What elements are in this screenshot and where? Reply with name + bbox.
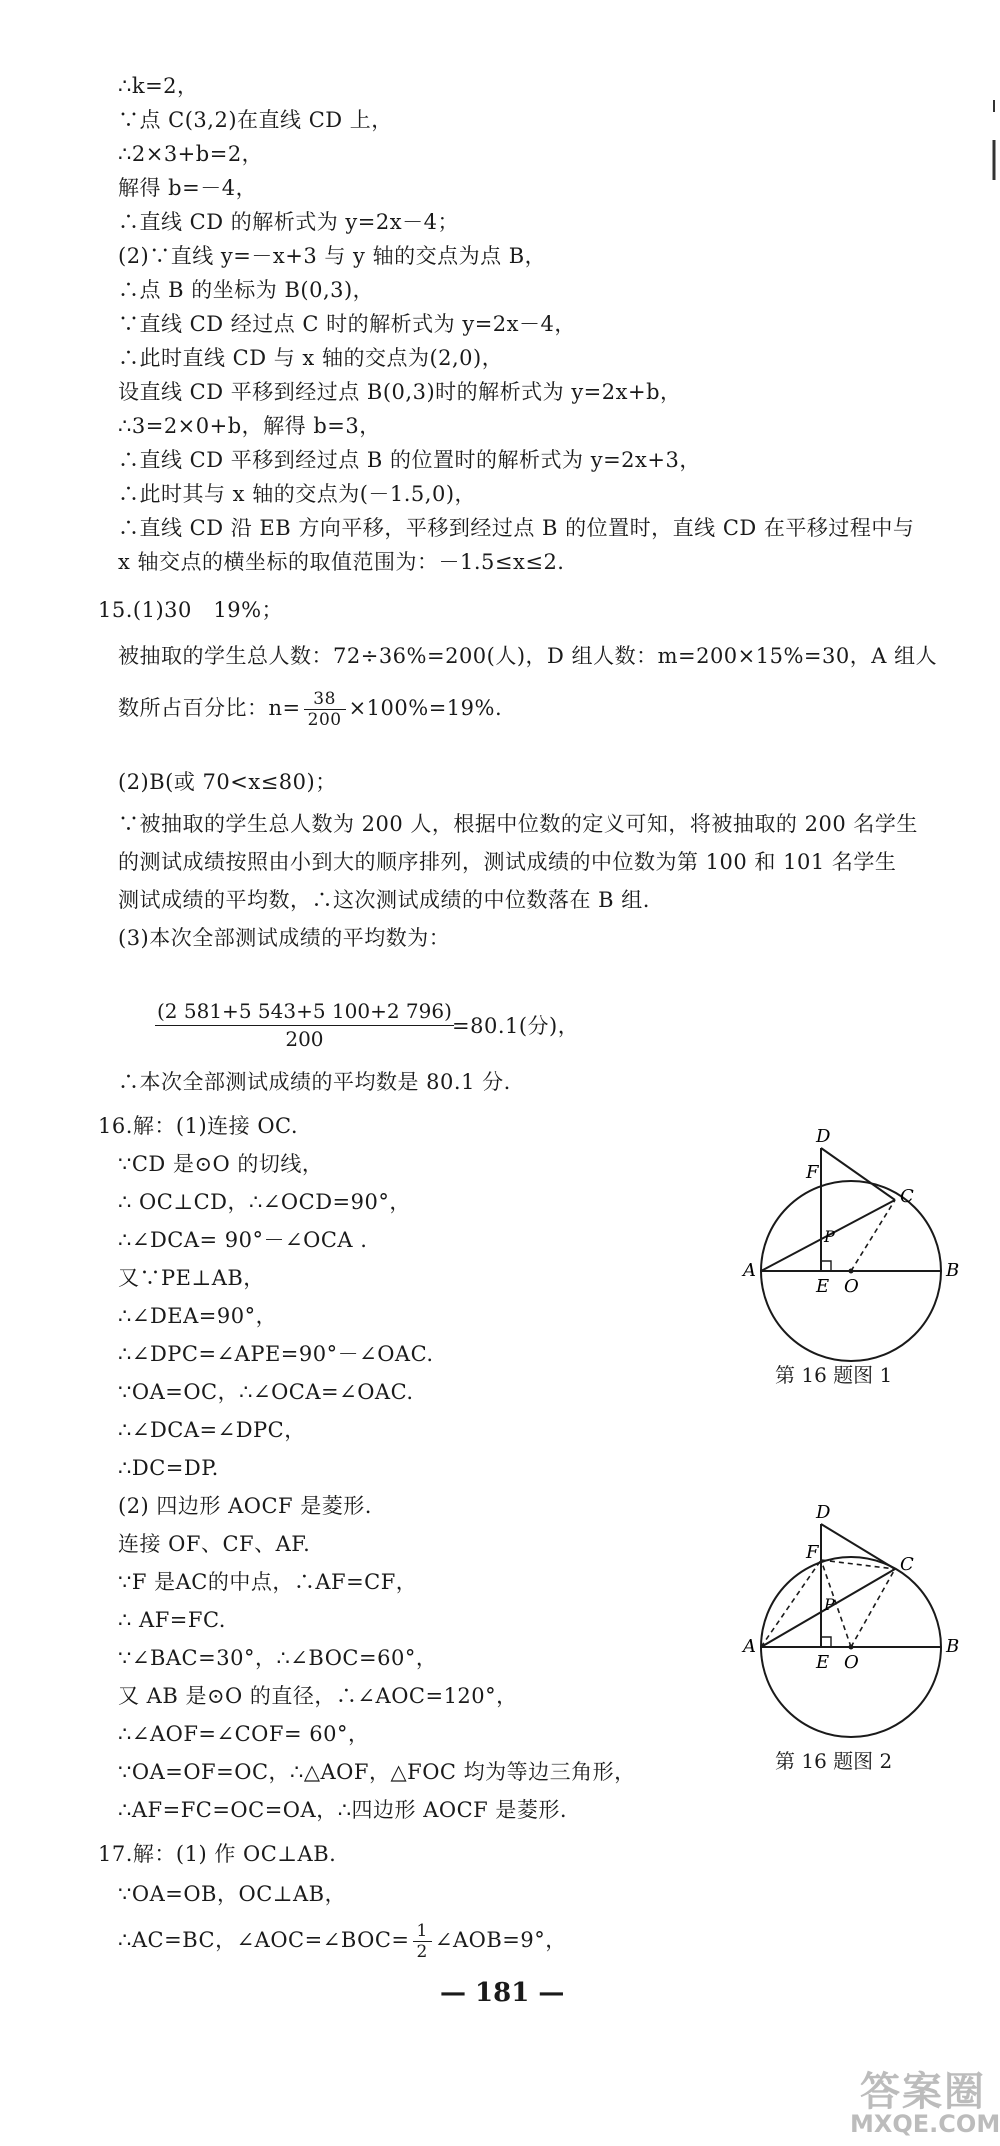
figure-16-2 xyxy=(740,1500,960,1750)
text-line-with-fraction xyxy=(118,1918,567,1962)
text-line: ∵OA=OF=OC，∴△AOF，△FOC 均为等边三角形， xyxy=(118,1760,636,1784)
text-line: (2)∵直线 y=－x+3 与 y 轴的交点为点 B， xyxy=(118,244,547,268)
text-line: 的测试成绩按照由小到大的顺序排列，测试成绩的中位数为第 100 和 101 名学生 xyxy=(118,850,897,874)
label-p: P xyxy=(824,1227,835,1246)
text-line: 设直线 CD 平移到经过点 B(0,3)时的解析式为 y=2x+b， xyxy=(118,380,682,404)
label-d: D xyxy=(816,1126,831,1147)
segment-af-dashed xyxy=(761,1560,821,1647)
text-line: ∵F 是AC的中点，∴AF=CF， xyxy=(118,1570,418,1594)
right-angle-mark xyxy=(821,1261,831,1271)
text-line: ∵∠BAC=30°，∴∠BOC=60°， xyxy=(118,1646,438,1670)
text-line: 连接 OF、CF、AF. xyxy=(118,1532,311,1556)
text-line: ∴直线 CD 平移到经过点 B 的位置时的解析式为 y=2x+3， xyxy=(118,448,701,472)
label-p: P xyxy=(824,1595,835,1614)
fraction-numerator: 1 xyxy=(413,1921,432,1942)
label-o: O xyxy=(844,1652,859,1673)
text-line: ∵直线 CD 经过点 C 时的解析式为 y=2x－4， xyxy=(118,312,576,336)
text-line: 测试成绩的平均数，∴这次测试成绩的中位数落在 B 组. xyxy=(118,888,650,912)
label-e: E xyxy=(816,1652,830,1673)
label-b: B xyxy=(946,1636,960,1657)
figure-16-1-caption: 第 16 题图 1 xyxy=(775,1363,893,1387)
label-b: B xyxy=(946,1260,960,1281)
watermark-url: MXQE.COM xyxy=(850,2110,1000,2138)
label-o: O xyxy=(844,1276,859,1297)
page-number: — 181 — xyxy=(440,1978,565,2008)
text-line: ∴直线 CD 的解析式为 y=2x－4； xyxy=(118,210,459,234)
text-line: ∴∠DEA=90°， xyxy=(118,1304,278,1328)
fraction xyxy=(413,1921,432,1962)
text-line: ∴∠DPC=∠APE=90°－∠OAC. xyxy=(118,1342,434,1366)
text-line: ∴此时直线 CD 与 x 轴的交点为(2,0)， xyxy=(118,346,504,370)
text-line: ∵OA=OC，∴∠OCA=∠OAC. xyxy=(118,1380,414,1404)
text-line-with-fraction xyxy=(118,686,502,730)
text-line: ∴点 B 的坐标为 B(0,3)， xyxy=(118,278,375,302)
text-line: (2)B(或 70<x≤80)； xyxy=(118,770,337,794)
segment-dc xyxy=(821,1524,895,1569)
text-line: ∵点 C(3,2)在直线 CD 上， xyxy=(118,108,393,132)
label-c: C xyxy=(900,1554,914,1575)
fraction-denominator: 200 xyxy=(307,710,342,730)
text-line: ∵CD 是⊙O 的切线， xyxy=(118,1152,324,1176)
text-line: ∴本次全部测试成绩的平均数是 80.1 分. xyxy=(118,1070,511,1094)
question-15-heading: 15.(1)30 19%； xyxy=(98,598,284,622)
fraction-suffix: ∠AOB=9°， xyxy=(434,1928,567,1952)
label-d: D xyxy=(816,1502,831,1523)
text-line: ∴2×3+b=2， xyxy=(118,142,264,166)
text-line: ∴k=2， xyxy=(118,74,199,98)
text-line: ∴直线 CD 沿 EB 方向平移，平移到经过点 B 的位置时，直线 CD 在平移过程中与 xyxy=(118,516,915,540)
label-a: A xyxy=(743,1636,756,1657)
text-line: ∴3=2×0+b，解得 b=3， xyxy=(118,414,381,438)
text-line: (3)本次全部测试成绩的平均数为： xyxy=(118,926,451,950)
figure-16-1 xyxy=(740,1112,960,1362)
text-line: ∴AF=FC=OC=OA，∴四边形 AOCF 是菱形. xyxy=(118,1798,568,1822)
fraction-prefix: 数所占百分比：n= xyxy=(118,696,301,720)
text-line: x 轴交点的横坐标的取值范围为：－1.5≤x≤2. xyxy=(118,550,565,574)
watermark-logo xyxy=(840,2060,1000,2140)
fraction-numerator: (2 581+5 543+5 100+2 796) xyxy=(155,998,454,1026)
fraction-numerator: 38 xyxy=(304,689,346,710)
point-o xyxy=(849,1645,854,1650)
mean-fraction xyxy=(155,998,454,1053)
point-o xyxy=(849,1269,854,1274)
text-line: ∴此时其与 x 轴的交点为(－1.5,0)， xyxy=(118,482,477,506)
text-line: 被抽取的学生总人数：72÷36%=200(人)，D 组人数：m=200×15%=30，A 组人 xyxy=(118,644,938,668)
fraction-denominator: 200 xyxy=(285,1027,324,1051)
mean-result: =80.1(分)， xyxy=(452,1014,580,1038)
label-f: F xyxy=(806,1542,819,1563)
text-line: ∵被抽取的学生总人数为 200 人，根据中位数的定义可知，将被抽取的 200 名学生 xyxy=(118,812,918,836)
text-line: 又 AB 是⊙O 的直径，∴∠AOC=120°， xyxy=(118,1684,518,1708)
text-line: ∵OA=OB，OC⊥AB， xyxy=(118,1882,347,1906)
fraction xyxy=(304,689,346,730)
label-c: C xyxy=(900,1186,914,1207)
question-16-heading: 16.解：(1)连接 OC. xyxy=(98,1114,299,1138)
edge-marks xyxy=(990,100,1000,190)
text-line: ∴ AF=FC. xyxy=(118,1608,226,1632)
fraction-suffix: ×100%=19%. xyxy=(348,696,503,720)
text-line: 又∵PE⊥AB， xyxy=(118,1266,265,1290)
figure-16-2-caption: 第 16 题图 2 xyxy=(775,1749,893,1773)
fraction-denominator: 2 xyxy=(416,1942,428,1962)
segment-dc xyxy=(821,1148,895,1200)
fraction-prefix: ∴AC=BC，∠AOC=∠BOC= xyxy=(118,1928,410,1952)
question-17-heading: 17.解：(1) 作 OC⊥AB. xyxy=(98,1842,337,1866)
label-f: F xyxy=(806,1162,819,1183)
text-line: ∴ OC⊥CD，∴∠OCD=90°， xyxy=(118,1190,411,1214)
text-line: ∴∠AOF=∠COF= 60°， xyxy=(118,1722,370,1746)
label-a: A xyxy=(743,1260,756,1281)
text-line: ∴DC=DP. xyxy=(118,1456,219,1480)
text-line: 解得 b=－4， xyxy=(118,176,258,200)
text-line: ∴∠DCA= 90°－∠OCA . xyxy=(118,1228,368,1252)
right-angle-mark xyxy=(821,1637,831,1647)
label-e: E xyxy=(816,1276,830,1297)
text-line: ∴∠DCA=∠DPC， xyxy=(118,1418,306,1442)
watermark-title: 答案圈 xyxy=(860,2069,986,2115)
text-line: (2) 四边形 AOCF 是菱形. xyxy=(118,1494,372,1518)
